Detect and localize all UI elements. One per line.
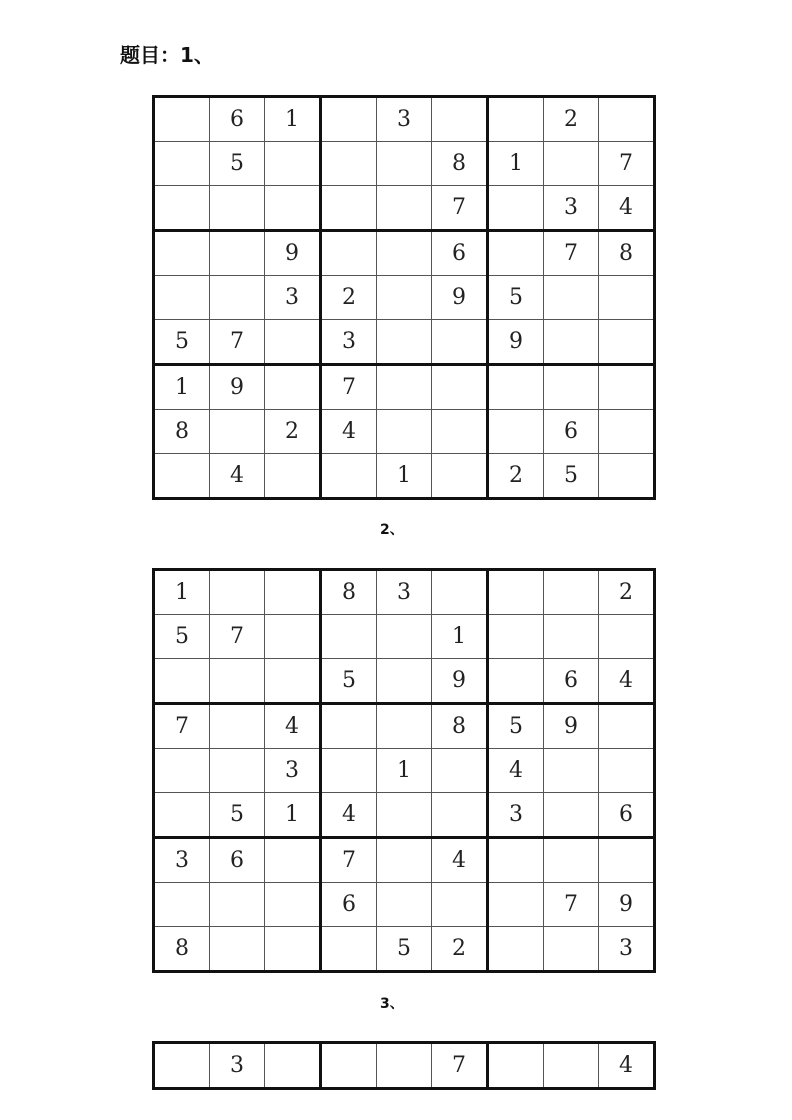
sudoku-cell bbox=[432, 749, 488, 793]
sudoku-cell bbox=[488, 410, 544, 454]
grid-row bbox=[154, 97, 655, 142]
sudoku-cell: 6 bbox=[210, 838, 265, 883]
sudoku-cell bbox=[377, 276, 432, 320]
sudoku-cell: 1 bbox=[154, 570, 210, 615]
grid-row bbox=[154, 231, 655, 276]
grid-row bbox=[154, 615, 655, 659]
sudoku-cell: 5 bbox=[544, 454, 599, 499]
puzzle-label-3: 3、 bbox=[380, 996, 404, 1012]
sudoku-cell bbox=[544, 570, 599, 615]
sudoku-cell bbox=[321, 704, 377, 749]
sudoku-cell: 1 bbox=[377, 749, 432, 793]
sudoku-cell bbox=[210, 570, 265, 615]
sudoku-cell bbox=[321, 749, 377, 793]
sudoku-cell bbox=[377, 883, 432, 927]
sudoku-cell: 3 bbox=[488, 793, 544, 838]
sudoku-cell bbox=[265, 1043, 321, 1089]
sudoku-cell: 7 bbox=[544, 883, 599, 927]
grid-row bbox=[154, 883, 655, 927]
sudoku-cell bbox=[599, 410, 655, 454]
sudoku-cell: 8 bbox=[154, 927, 210, 972]
sudoku-cell: 5 bbox=[488, 276, 544, 320]
sudoku-cell bbox=[321, 927, 377, 972]
sudoku-cell bbox=[265, 927, 321, 972]
sudoku-cell bbox=[154, 883, 210, 927]
sudoku-cell: 8 bbox=[154, 410, 210, 454]
sudoku-cell bbox=[488, 231, 544, 276]
sudoku-cell bbox=[488, 838, 544, 883]
grid-row bbox=[154, 838, 655, 883]
sudoku-cell bbox=[544, 793, 599, 838]
sudoku-cell bbox=[321, 142, 377, 186]
sudoku-cell: 6 bbox=[321, 883, 377, 927]
grid-row bbox=[154, 793, 655, 838]
sudoku-cell bbox=[488, 570, 544, 615]
sudoku-cell bbox=[377, 1043, 432, 1089]
grid-row bbox=[154, 749, 655, 793]
grid-row bbox=[154, 927, 655, 972]
sudoku-cell: 3 bbox=[377, 97, 432, 142]
sudoku-cell: 6 bbox=[544, 410, 599, 454]
sudoku-cell: 5 bbox=[210, 793, 265, 838]
sudoku-cell: 7 bbox=[599, 142, 655, 186]
sudoku-cell: 4 bbox=[321, 410, 377, 454]
sudoku-cell bbox=[154, 659, 210, 704]
sudoku-cell bbox=[432, 570, 488, 615]
sudoku-cell: 8 bbox=[432, 704, 488, 749]
sudoku-cell bbox=[599, 704, 655, 749]
sudoku-cell bbox=[154, 454, 210, 499]
sudoku-cell: 2 bbox=[544, 97, 599, 142]
sudoku-cell: 4 bbox=[599, 1043, 655, 1089]
sudoku-cell: 8 bbox=[321, 570, 377, 615]
sudoku-cell: 7 bbox=[210, 320, 265, 365]
sudoku-cell bbox=[265, 186, 321, 231]
sudoku-cell: 7 bbox=[210, 615, 265, 659]
sudoku-cell bbox=[321, 1043, 377, 1089]
sudoku-cell: 3 bbox=[265, 749, 321, 793]
sudoku-cell bbox=[599, 454, 655, 499]
sudoku-cell bbox=[265, 320, 321, 365]
sudoku-cell: 2 bbox=[599, 570, 655, 615]
sudoku-cell bbox=[488, 97, 544, 142]
sudoku-cell: 1 bbox=[154, 365, 210, 410]
sudoku-cell bbox=[599, 320, 655, 365]
sudoku-cell bbox=[377, 186, 432, 231]
sudoku-cell: 6 bbox=[544, 659, 599, 704]
sudoku-cell bbox=[432, 793, 488, 838]
sudoku-cell bbox=[210, 749, 265, 793]
sudoku-cell: 3 bbox=[210, 1043, 265, 1089]
sudoku-cell: 3 bbox=[321, 320, 377, 365]
sudoku-cell bbox=[432, 365, 488, 410]
sudoku-cell bbox=[544, 1043, 599, 1089]
sudoku-cell bbox=[265, 883, 321, 927]
sudoku-cell bbox=[154, 186, 210, 231]
sudoku-cell bbox=[210, 231, 265, 276]
sudoku-cell bbox=[544, 276, 599, 320]
sudoku-cell: 1 bbox=[265, 793, 321, 838]
sudoku-cell: 5 bbox=[154, 615, 210, 659]
sudoku-cell bbox=[544, 320, 599, 365]
sudoku-cell bbox=[210, 186, 265, 231]
sudoku-cell: 2 bbox=[488, 454, 544, 499]
sudoku-cell bbox=[265, 615, 321, 659]
sudoku-cell: 7 bbox=[544, 231, 599, 276]
sudoku-cell bbox=[154, 231, 210, 276]
sudoku-cell bbox=[544, 142, 599, 186]
sudoku-cell bbox=[377, 615, 432, 659]
sudoku-cell bbox=[488, 615, 544, 659]
sudoku-cell bbox=[265, 365, 321, 410]
sudoku-cell: 1 bbox=[377, 454, 432, 499]
sudoku-cell: 9 bbox=[432, 276, 488, 320]
sudoku-cell bbox=[210, 276, 265, 320]
sudoku-cell: 4 bbox=[599, 659, 655, 704]
grid-row bbox=[154, 186, 655, 231]
sudoku-cell bbox=[488, 659, 544, 704]
grid-row bbox=[154, 1043, 655, 1089]
sudoku-cell: 1 bbox=[488, 142, 544, 186]
sudoku-cell: 2 bbox=[432, 927, 488, 972]
sudoku-cell: 1 bbox=[432, 615, 488, 659]
sudoku-cell bbox=[265, 838, 321, 883]
sudoku-cell: 9 bbox=[265, 231, 321, 276]
sudoku-cell bbox=[377, 704, 432, 749]
sudoku-grid-1 bbox=[152, 95, 656, 500]
sudoku-cell: 1 bbox=[265, 97, 321, 142]
sudoku-cell bbox=[321, 454, 377, 499]
sudoku-cell: 9 bbox=[544, 704, 599, 749]
sudoku-cell bbox=[154, 276, 210, 320]
grid-row bbox=[154, 320, 655, 365]
sudoku-cell bbox=[321, 231, 377, 276]
sudoku-cell: 9 bbox=[488, 320, 544, 365]
sudoku-cell: 5 bbox=[377, 927, 432, 972]
sudoku-cell: 4 bbox=[599, 186, 655, 231]
sudoku-cell bbox=[432, 410, 488, 454]
grid-row bbox=[154, 410, 655, 454]
sudoku-cell: 5 bbox=[321, 659, 377, 704]
sudoku-cell bbox=[265, 454, 321, 499]
sudoku-cell bbox=[321, 615, 377, 659]
sudoku-cell bbox=[432, 454, 488, 499]
sudoku-cell: 8 bbox=[432, 142, 488, 186]
sudoku-cell: 8 bbox=[599, 231, 655, 276]
sudoku-cell bbox=[210, 659, 265, 704]
sudoku-cell bbox=[544, 365, 599, 410]
sudoku-cell bbox=[321, 97, 377, 142]
sudoku-cell bbox=[154, 793, 210, 838]
sudoku-cell: 7 bbox=[321, 838, 377, 883]
sudoku-cell bbox=[154, 97, 210, 142]
grid-row bbox=[154, 704, 655, 749]
sudoku-cell bbox=[377, 365, 432, 410]
sudoku-cell bbox=[432, 97, 488, 142]
sudoku-cell: 3 bbox=[544, 186, 599, 231]
sudoku-cell bbox=[377, 659, 432, 704]
puzzle-label-2: 2、 bbox=[380, 522, 404, 538]
sudoku-cell: 7 bbox=[432, 186, 488, 231]
sudoku-cell: 3 bbox=[599, 927, 655, 972]
sudoku-cell bbox=[544, 615, 599, 659]
sudoku-cell bbox=[321, 186, 377, 231]
sudoku-cell: 6 bbox=[210, 97, 265, 142]
sudoku-cell bbox=[544, 838, 599, 883]
sudoku-cell bbox=[432, 320, 488, 365]
sudoku-cell bbox=[488, 927, 544, 972]
sudoku-cell bbox=[599, 276, 655, 320]
sudoku-cell bbox=[154, 1043, 210, 1089]
sudoku-cell: 4 bbox=[210, 454, 265, 499]
sudoku-cell bbox=[432, 883, 488, 927]
sudoku-cell bbox=[377, 320, 432, 365]
grid-row bbox=[154, 659, 655, 704]
grid-row bbox=[154, 365, 655, 410]
sudoku-cell bbox=[599, 365, 655, 410]
sudoku-cell bbox=[599, 97, 655, 142]
sudoku-grid-2 bbox=[152, 568, 656, 973]
sudoku-cell: 2 bbox=[321, 276, 377, 320]
sudoku-cell bbox=[377, 793, 432, 838]
sudoku-cell: 5 bbox=[154, 320, 210, 365]
page-heading: 题目：1、 bbox=[120, 43, 214, 67]
sudoku-cell bbox=[265, 659, 321, 704]
sudoku-cell: 9 bbox=[210, 365, 265, 410]
sudoku-cell: 4 bbox=[321, 793, 377, 838]
sudoku-cell: 3 bbox=[377, 570, 432, 615]
sudoku-cell bbox=[377, 838, 432, 883]
grid-row bbox=[154, 142, 655, 186]
sudoku-cell: 7 bbox=[321, 365, 377, 410]
grid-row bbox=[154, 454, 655, 499]
sudoku-cell bbox=[488, 883, 544, 927]
sudoku-cell: 6 bbox=[432, 231, 488, 276]
sudoku-cell bbox=[265, 570, 321, 615]
sudoku-cell bbox=[377, 410, 432, 454]
grid-row bbox=[154, 570, 655, 615]
sudoku-cell bbox=[210, 704, 265, 749]
sudoku-cell: 3 bbox=[154, 838, 210, 883]
sudoku-cell bbox=[377, 142, 432, 186]
sudoku-cell bbox=[488, 1043, 544, 1089]
sudoku-cell: 6 bbox=[599, 793, 655, 838]
sudoku-cell bbox=[599, 838, 655, 883]
sudoku-cell bbox=[544, 927, 599, 972]
sudoku-cell: 4 bbox=[488, 749, 544, 793]
sudoku-cell: 9 bbox=[432, 659, 488, 704]
sudoku-cell bbox=[210, 883, 265, 927]
sudoku-cell bbox=[210, 927, 265, 972]
sudoku-cell bbox=[599, 615, 655, 659]
sudoku-cell: 9 bbox=[599, 883, 655, 927]
sudoku-cell bbox=[265, 142, 321, 186]
sudoku-cell bbox=[488, 186, 544, 231]
sudoku-cell: 5 bbox=[210, 142, 265, 186]
sudoku-cell: 3 bbox=[265, 276, 321, 320]
sudoku-grid-3 bbox=[152, 1041, 656, 1090]
sudoku-cell: 2 bbox=[265, 410, 321, 454]
grid-row bbox=[154, 276, 655, 320]
sudoku-cell bbox=[544, 749, 599, 793]
sudoku-cell bbox=[377, 231, 432, 276]
sudoku-cell bbox=[154, 749, 210, 793]
sudoku-cell: 5 bbox=[488, 704, 544, 749]
sudoku-cell bbox=[488, 365, 544, 410]
sudoku-cell: 7 bbox=[154, 704, 210, 749]
sudoku-cell bbox=[154, 142, 210, 186]
sudoku-cell: 4 bbox=[265, 704, 321, 749]
sudoku-cell: 7 bbox=[432, 1043, 488, 1089]
sudoku-cell bbox=[599, 749, 655, 793]
sudoku-cell bbox=[210, 410, 265, 454]
sudoku-cell: 4 bbox=[432, 838, 488, 883]
